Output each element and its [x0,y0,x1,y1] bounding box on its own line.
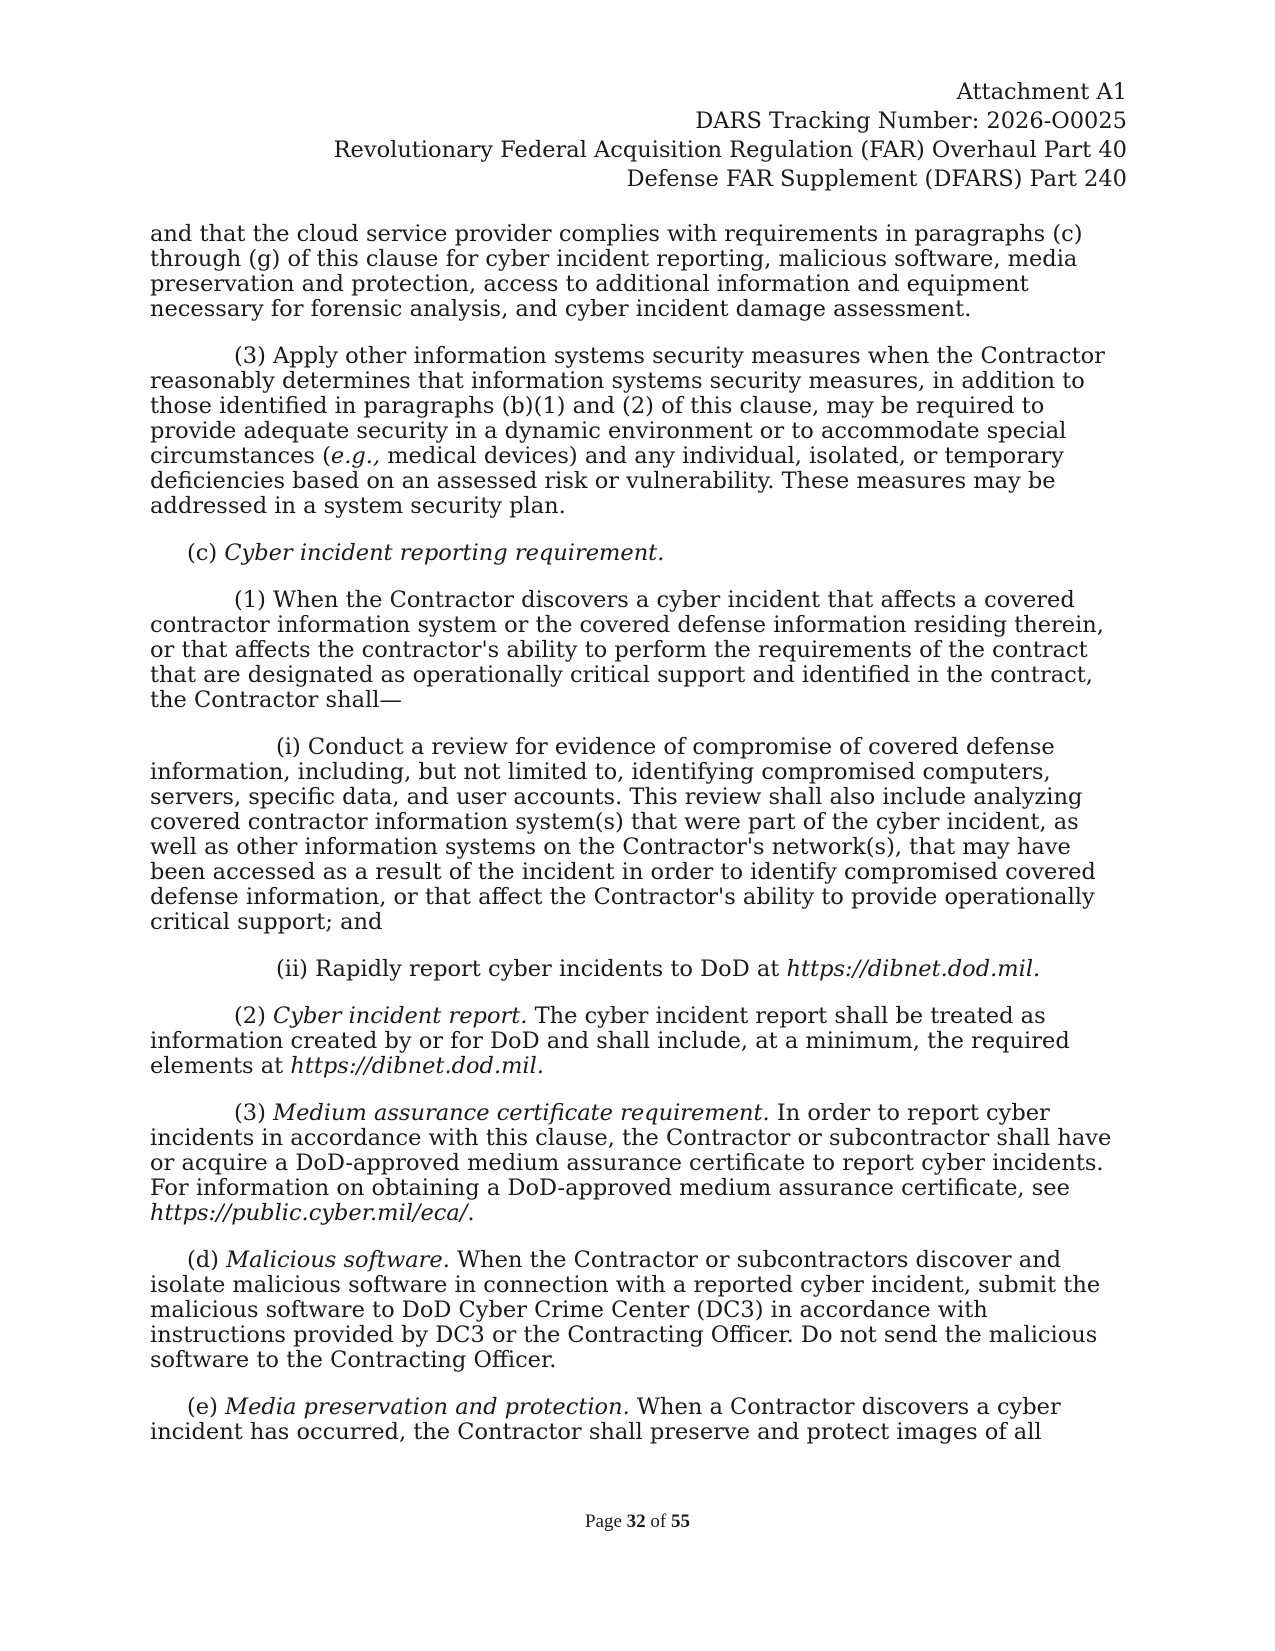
paragraph-c1: (1) When the Contractor discovers a cyber incident that affects a covered contractor information system or the covered defense information residing therein, or that affects the contractor's ability to perform the requirements of the contract that are designated as operationally critical support and identified in the contract, the Contractor shall— [150,587,1104,713]
header-tracking-number: DARS Tracking Number: 2026-O0025 [695,108,1127,134]
page-footer: Page 32 of 55 [584,1511,690,1532]
paragraph-e: (e) Media preservation and protection. When a Contractor discovers a cyber incident has occurred, the Contractor shall preserve and protect images of all [150,1394,1061,1445]
paragraph-cloud-provider: and that the cloud service provider complies with requirements in paragraphs (c) through (g) of this clause for cyber incident reporting, malicious software, media preservation and protection, access to additional information and equipment necessary for forensic analysis, and cyber incident damage assessment. [150,221,1083,322]
paragraph-b3: (3) Apply other information systems security measures when the Contractor reasonably determines that information systems security measures, in addition to those identified in paragraphs (b)(1) and (2) of this clause, may be required to provide adequate security in a dynamic environment or to accommodate special circumstances (e.g., medical devices) and any individual, isolated, or temporary deficiencies based on an assessed risk or vulnerability. These measures may be addressed in a system security plan. [150,343,1105,519]
page-header [334,78,1127,194]
paragraph-c2: (2) Cyber incident report. The cyber incident report shall be treated as information created by or for DoD and shall include, at a minimum, the required elements at https://dibnet.dod.mil. [150,1003,1070,1079]
dibnet-link[interactable]: https://dibnet.dod.mil. [786,956,1041,982]
eca-link[interactable]: https://public.cyber.mil/eca/ [150,1200,468,1226]
header-far-part: Revolutionary Federal Acquisition Regulation (FAR) Overhaul Part 40 [333,137,1127,163]
page-number: 32 [626,1511,646,1532]
paragraph-c1i: (i) Conduct a review for evidence of compromise of covered defense information, including, but not limited to, identifying compromised computers, servers, specific data, and user accounts. This review shall also include analyzing covered contractor information system(s) that were part of the cyber incident, as well as other information systems on the Contractor's network(s), that may have been accessed as a result of the incident in order to identify compromised covered defense information, or that affect the Contractor's ability to provide operationally critical support; and [150,734,1096,935]
paragraph-c3: (3) Medium assurance certificate requirement. In order to report cyber incidents in accordance with this clause, the Contractor or subcontractor shall have or acquire a DoD-approved medium assurance certificate to report cyber incidents. For information on obtaining a DoD-approved medium assurance certificate, see https://public.cyber.mil/eca/. [150,1100,1112,1226]
paragraph-c1ii: (ii) Rapidly report cyber incidents to DoD at https://dibnet.dod.mil. [276,956,1041,982]
dibnet-link-2[interactable]: https://dibnet.dod.mil. [290,1053,544,1079]
header-attachment: Attachment A1 [956,79,1127,105]
document-body [150,222,1130,1467]
paragraph-d: (d) Malicious software. When the Contractor or subcontractors discover and isolate malicious software in connection with a reported cyber incident, submit the malicious software to DoD Cyber Crime Center (DC3) in accordance with instructions provided by DC3 or the Contracting Officer. Do not send the malicious software to the Contracting Officer. [150,1247,1101,1373]
header-dfars-part: Defense FAR Supplement (DFARS) Part 240 [626,166,1127,192]
paragraph-c-heading: (c) Cyber incident reporting requirement. [187,540,665,566]
page-total: 55 [671,1511,690,1532]
